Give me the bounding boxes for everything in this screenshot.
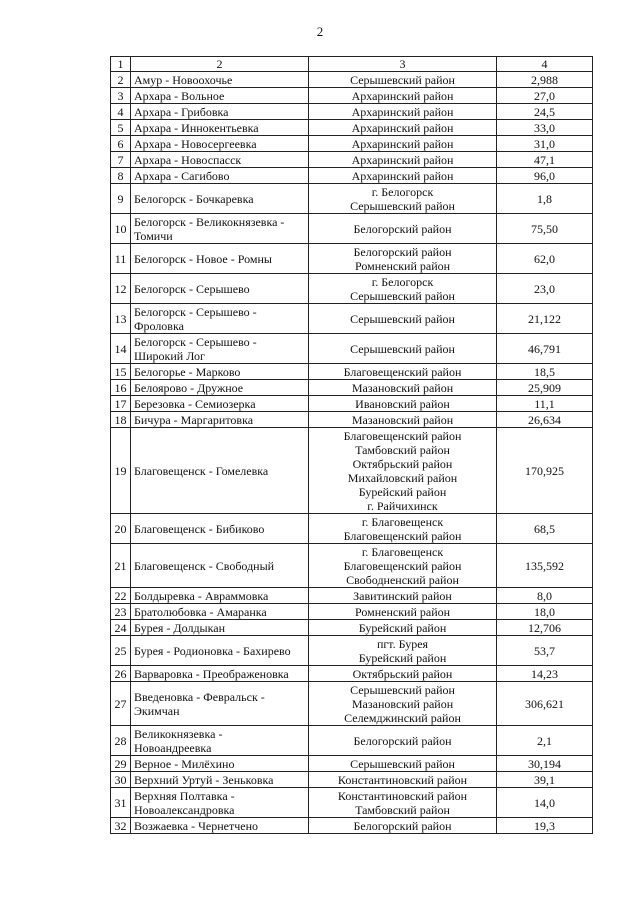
row-number: 12 <box>111 274 131 304</box>
road-length: 68,5 <box>497 514 593 544</box>
district-cell <box>309 214 497 244</box>
road-name-line: Новоандреевка <box>134 740 212 755</box>
table-row <box>111 168 593 184</box>
road-name <box>131 214 309 244</box>
road-name-line: Белогорск - Серышево - <box>134 334 257 349</box>
row-number: 10 <box>111 214 131 244</box>
road-name <box>131 274 309 304</box>
road-length: 1,8 <box>497 184 593 214</box>
district-cell <box>309 396 497 412</box>
table-row <box>111 274 593 304</box>
column-header: 2 <box>131 57 309 72</box>
road-name <box>131 620 309 636</box>
road-name-line: Болдыревка - Авраммовка <box>134 588 269 603</box>
table-row <box>111 544 593 588</box>
table-row <box>111 514 593 544</box>
district-cell <box>309 514 497 544</box>
road-length: 33,0 <box>497 120 593 136</box>
row-number: 9 <box>111 184 131 214</box>
district-cell <box>309 620 497 636</box>
road-name <box>131 604 309 620</box>
district-name: Тамбовский район <box>355 802 450 817</box>
road-name-line: Архара - Новоспасск <box>134 152 242 167</box>
table-row <box>111 334 593 364</box>
row-number: 13 <box>111 304 131 334</box>
district-cell <box>309 636 497 666</box>
district-name: Серышевский район <box>350 198 455 213</box>
district-name: Архаринский район <box>351 88 454 103</box>
row-number: 7 <box>111 152 131 168</box>
table-header-row <box>111 57 593 72</box>
road-name-line: Экимчан <box>134 703 180 718</box>
road-length: 2,1 <box>497 726 593 756</box>
road-name <box>131 380 309 396</box>
road-length: 23,0 <box>497 274 593 304</box>
road-name <box>131 514 309 544</box>
road-name <box>131 756 309 772</box>
row-number: 14 <box>111 334 131 364</box>
district-name: Белогорский район <box>353 244 452 259</box>
district-name: Белогорский район <box>353 733 452 748</box>
district-cell <box>309 726 497 756</box>
road-name-line: Архара - Иннокентьевка <box>134 120 259 135</box>
district-cell <box>309 184 497 214</box>
row-number: 3 <box>111 88 131 104</box>
road-name <box>131 104 309 120</box>
district-cell <box>309 334 497 364</box>
table-row <box>111 726 593 756</box>
district-name: Константиновский район <box>337 772 468 787</box>
row-number: 5 <box>111 120 131 136</box>
table-row <box>111 364 593 380</box>
district-name: Михайловский район <box>347 470 458 485</box>
road-name-line: Белогорск - Серышево - <box>134 304 257 319</box>
table-row <box>111 136 593 152</box>
district-name: Серышевский район <box>350 756 455 771</box>
row-number: 2 <box>111 72 131 88</box>
road-name <box>131 88 309 104</box>
road-name <box>131 726 309 756</box>
row-number: 15 <box>111 364 131 380</box>
road-name-line: Фроловка <box>134 318 184 333</box>
column-header: 1 <box>111 57 131 72</box>
row-number: 27 <box>111 682 131 726</box>
row-number: 22 <box>111 588 131 604</box>
table-row <box>111 666 593 682</box>
district-name: г. Белогорск <box>371 274 434 289</box>
roads-table <box>110 56 593 834</box>
district-cell <box>309 788 497 818</box>
row-number: 28 <box>111 726 131 756</box>
district-cell <box>309 666 497 682</box>
district-cell <box>309 244 497 274</box>
row-number: 29 <box>111 756 131 772</box>
road-name-line: Великокнязевка - <box>134 726 223 741</box>
district-name: Благовещенский район <box>343 428 462 443</box>
road-name-line: Возжаевка - Чернетчено <box>134 818 259 833</box>
road-length: 18,0 <box>497 604 593 620</box>
road-name <box>131 244 309 274</box>
road-name <box>131 152 309 168</box>
district-name: пгт. Бурея <box>376 636 429 651</box>
table-row <box>111 104 593 120</box>
road-length: 75,50 <box>497 214 593 244</box>
district-cell <box>309 104 497 120</box>
road-name <box>131 818 309 834</box>
row-number: 23 <box>111 604 131 620</box>
district-cell <box>309 772 497 788</box>
table-row <box>111 396 593 412</box>
district-name: Ромненский район <box>354 604 451 619</box>
district-cell <box>309 274 497 304</box>
table-row <box>111 620 593 636</box>
road-length: 170,925 <box>497 428 593 514</box>
road-name <box>131 72 309 88</box>
road-name-line: Архара - Грибовка <box>134 104 229 119</box>
road-name-line: Верхний Уртуй - Зеньковка <box>134 772 274 787</box>
district-name: Благовещенский район <box>343 364 462 379</box>
road-name-line: Белогорск - Серышево <box>134 281 250 296</box>
road-length: 19,3 <box>497 818 593 834</box>
road-name-line: Архара - Новосергеевка <box>134 136 257 151</box>
road-length: 306,621 <box>497 682 593 726</box>
road-name <box>131 772 309 788</box>
table-row <box>111 428 593 514</box>
road-name-line: Бурея - Родионовка - Бахирево <box>134 643 291 658</box>
row-number: 11 <box>111 244 131 274</box>
district-name: Серышевский район <box>350 288 455 303</box>
road-name <box>131 396 309 412</box>
district-name: Завитинский район <box>353 588 452 603</box>
row-number: 25 <box>111 636 131 666</box>
road-name-line: Широкий Лог <box>134 348 205 363</box>
road-name-line: Белогорск - Бочкаревка <box>134 191 254 206</box>
district-cell <box>309 544 497 588</box>
road-name-line: Братолюбовка - Амаранка <box>134 604 267 619</box>
road-name <box>131 666 309 682</box>
road-name-line: Бичура - Маргаритовка <box>134 412 254 427</box>
district-cell <box>309 304 497 334</box>
district-name: Мазановский район <box>351 380 454 395</box>
road-name <box>131 682 309 726</box>
district-name: г. Благовещенск <box>361 514 444 529</box>
road-name <box>131 334 309 364</box>
row-number: 30 <box>111 772 131 788</box>
road-name-line: Новоалександровка <box>134 802 235 817</box>
district-name: г. Благовещенск <box>361 544 444 559</box>
district-name: Серышевский район <box>350 72 455 87</box>
road-length: 30,194 <box>497 756 593 772</box>
row-number: 21 <box>111 544 131 588</box>
district-name: Архаринский район <box>351 136 454 151</box>
district-name: Серышевский район <box>350 682 455 697</box>
district-name: Бурейский район <box>358 650 447 665</box>
district-name: г. Белогорск <box>371 184 434 199</box>
road-name <box>131 588 309 604</box>
road-name-line: Благовещенск - Гомелевка <box>134 463 269 478</box>
road-name <box>131 364 309 380</box>
table-row <box>111 72 593 88</box>
road-name-line: Благовещенск - Бибиково <box>134 521 265 536</box>
road-length: 39,1 <box>497 772 593 788</box>
road-length: 21,122 <box>497 304 593 334</box>
road-length: 27,0 <box>497 88 593 104</box>
district-name: Серышевский район <box>350 311 455 326</box>
road-name <box>131 168 309 184</box>
row-number: 18 <box>111 412 131 428</box>
district-name: Бурейский район <box>358 620 447 635</box>
district-name: Октябрьский район <box>352 666 453 681</box>
road-length: 14,0 <box>497 788 593 818</box>
district-name: Белогорский район <box>353 221 452 236</box>
row-number: 4 <box>111 104 131 120</box>
road-name-line: Бурея - Долдыкан <box>134 620 226 635</box>
row-number: 17 <box>111 396 131 412</box>
table-row <box>111 244 593 274</box>
road-name <box>131 136 309 152</box>
district-name: Селемджинский район <box>344 710 461 725</box>
district-name: Тамбовский район <box>355 442 450 457</box>
road-name-line: Варваровка - Преображеновка <box>134 666 289 681</box>
table-row <box>111 788 593 818</box>
district-name: Мазановский район <box>351 696 454 711</box>
district-cell <box>309 818 497 834</box>
row-number: 20 <box>111 514 131 544</box>
district-name: Архаринский район <box>351 152 454 167</box>
column-header: 3 <box>309 57 497 72</box>
road-name <box>131 412 309 428</box>
road-name-line: Березовка - Семиозерка <box>134 396 256 411</box>
district-name: Мазановский район <box>351 412 454 427</box>
table-row <box>111 152 593 168</box>
column-header: 4 <box>497 57 593 72</box>
table-row <box>111 120 593 136</box>
district-cell <box>309 588 497 604</box>
road-name-line: Томичи <box>134 228 173 243</box>
row-number: 19 <box>111 428 131 514</box>
road-length: 53,7 <box>497 636 593 666</box>
road-name-line: Введеновка - Февральск - <box>134 689 265 704</box>
table-row <box>111 88 593 104</box>
table-row <box>111 588 593 604</box>
district-name: Ромненский район <box>354 258 451 273</box>
district-cell <box>309 412 497 428</box>
road-name-line: Верное - Милёхино <box>134 756 235 771</box>
district-cell <box>309 364 497 380</box>
road-length: 11,1 <box>497 396 593 412</box>
district-name: Белогорский район <box>353 818 452 833</box>
district-name: Архаринский район <box>351 168 454 183</box>
road-name <box>131 428 309 514</box>
district-name: Свободненский район <box>346 572 459 587</box>
district-cell <box>309 152 497 168</box>
road-length: 25,909 <box>497 380 593 396</box>
table-row <box>111 772 593 788</box>
row-number: 26 <box>111 666 131 682</box>
road-length: 46,791 <box>497 334 593 364</box>
road-length: 14,23 <box>497 666 593 682</box>
road-name <box>131 120 309 136</box>
district-cell <box>309 136 497 152</box>
district-cell <box>309 120 497 136</box>
road-length: 96,0 <box>497 168 593 184</box>
district-cell <box>309 72 497 88</box>
table-row <box>111 756 593 772</box>
district-name: Архаринский район <box>351 104 454 119</box>
table-row <box>111 636 593 666</box>
road-name-line: Архара - Сагибово <box>134 168 230 183</box>
road-length: 8,0 <box>497 588 593 604</box>
road-name-line: Белогорск - Новое - Ромны <box>134 251 272 266</box>
district-cell <box>309 604 497 620</box>
table-row <box>111 818 593 834</box>
road-name <box>131 544 309 588</box>
road-name <box>131 788 309 818</box>
district-cell <box>309 682 497 726</box>
row-number: 16 <box>111 380 131 396</box>
district-name: Архаринский район <box>351 120 454 135</box>
road-length: 62,0 <box>497 244 593 274</box>
road-name <box>131 636 309 666</box>
road-length: 2,988 <box>497 72 593 88</box>
row-number: 8 <box>111 168 131 184</box>
page-number: 2 <box>316 24 324 39</box>
road-length: 47,1 <box>497 152 593 168</box>
road-name-line: Белогорье - Марково <box>134 364 241 379</box>
road-name-line: Белоярово - Дружное <box>134 380 244 395</box>
district-cell <box>309 756 497 772</box>
table-row <box>111 304 593 334</box>
road-length: 135,592 <box>497 544 593 588</box>
district-cell <box>309 168 497 184</box>
row-number: 6 <box>111 136 131 152</box>
road-name-line: Архара - Вольное <box>134 88 225 103</box>
road-length: 31,0 <box>497 136 593 152</box>
road-length: 24,5 <box>497 104 593 120</box>
district-name: Ивановский район <box>355 396 450 411</box>
district-name: Бурейский район <box>358 484 447 499</box>
district-name: Благовещенский район <box>343 558 462 573</box>
road-name-line: Благовещенск - Свободный <box>134 558 275 573</box>
district-name: г. Райчихинск <box>367 498 438 513</box>
road-name-line: Верхняя Полтавка - <box>134 788 235 803</box>
road-name <box>131 304 309 334</box>
district-cell <box>309 380 497 396</box>
road-name-line: Белогорск - Великокнязевка - <box>134 214 285 229</box>
road-name-line: Амур - Новоохочье <box>134 72 233 87</box>
table-row <box>111 380 593 396</box>
district-cell <box>309 88 497 104</box>
road-length: 18,5 <box>497 364 593 380</box>
table-row <box>111 604 593 620</box>
row-number: 24 <box>111 620 131 636</box>
table-row <box>111 412 593 428</box>
district-name: Октябрьский район <box>352 456 453 471</box>
table-row <box>111 214 593 244</box>
row-number: 32 <box>111 818 131 834</box>
table-row <box>111 682 593 726</box>
road-length: 12,706 <box>497 620 593 636</box>
road-length: 26,634 <box>497 412 593 428</box>
table-row <box>111 184 593 214</box>
row-number: 31 <box>111 788 131 818</box>
district-name: Благовещенский район <box>343 528 462 543</box>
district-cell <box>309 428 497 514</box>
district-name: Серышевский район <box>350 341 455 356</box>
district-name: Константиновский район <box>337 788 468 803</box>
road-name <box>131 184 309 214</box>
